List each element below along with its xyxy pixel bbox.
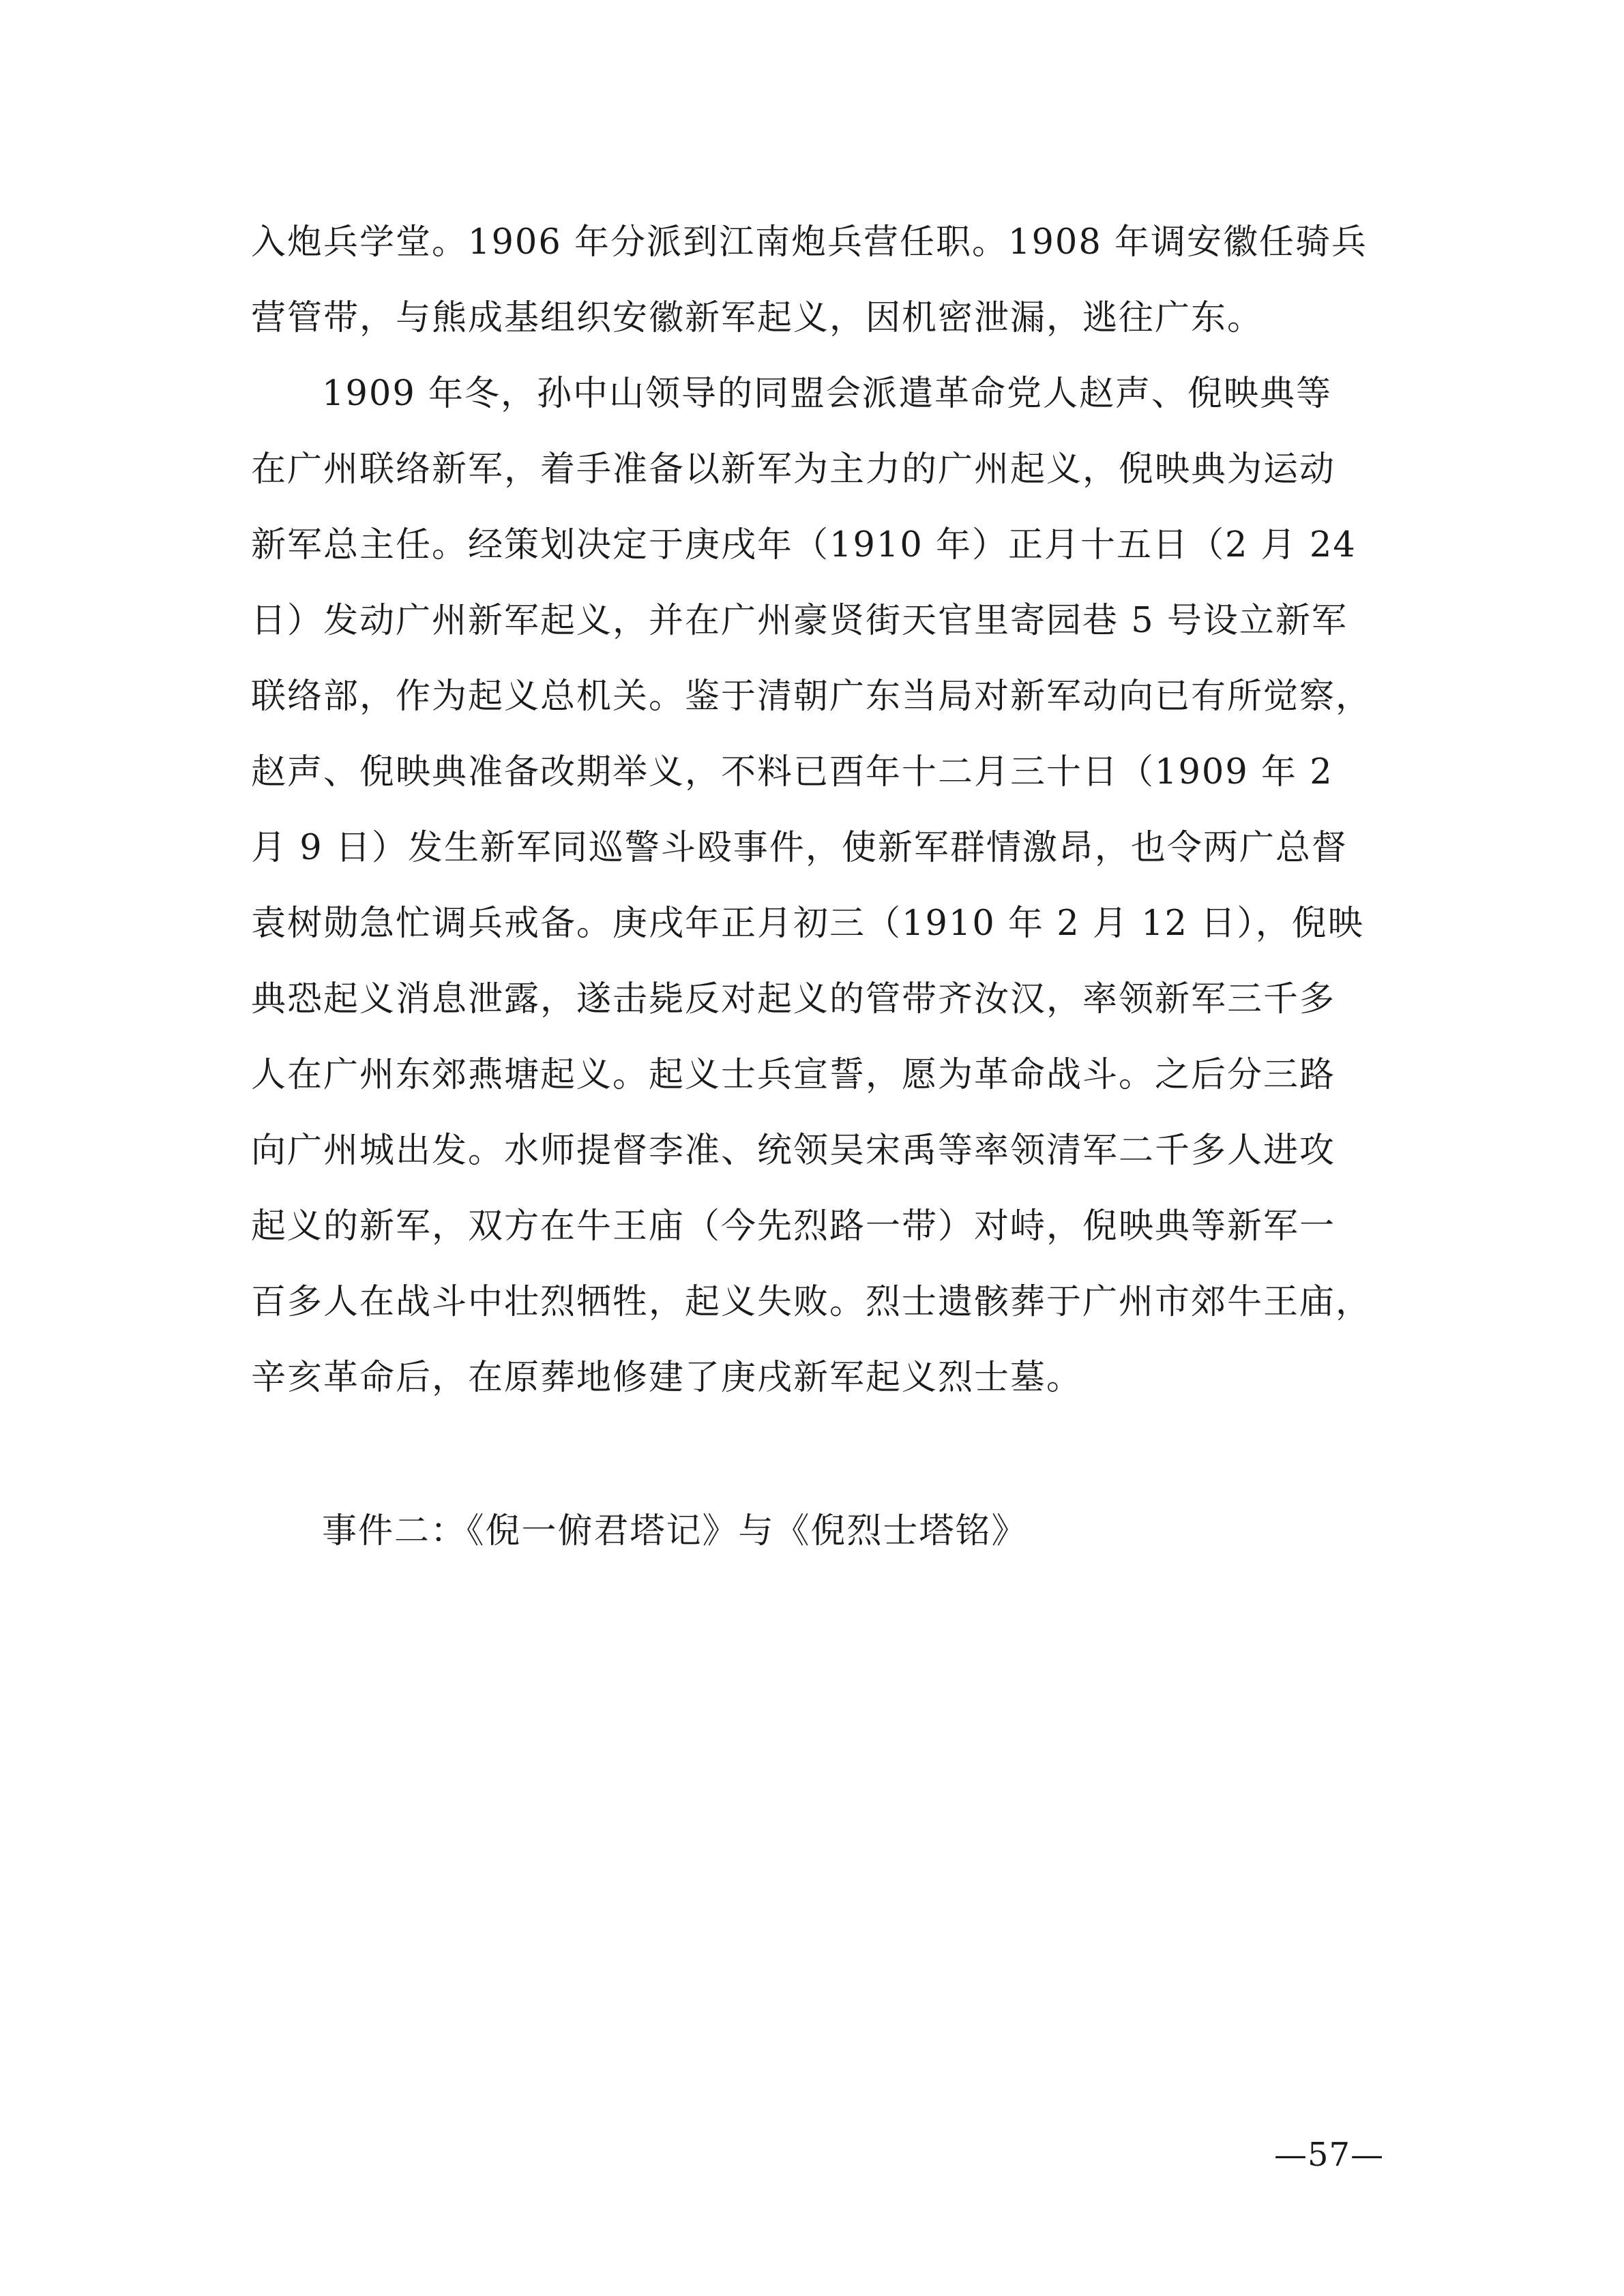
text-line: 入炮兵学堂。1906 年分派到江南炮兵营任职。1908 年调安徽任骑兵 [251, 222, 1368, 263]
body-text [251, 205, 1383, 1416]
text-line: 起义的新军，双方在牛王庙（今先烈路一带）对峙，倪映典等新军一 [251, 1206, 1336, 1247]
text-line: 日）发动广州新军起义，并在广州豪贤街天官里寄园巷 5 号设立新军 [251, 601, 1348, 641]
text-line: 联络部，作为起义总机关。鉴于清朝广东当局对新军动向已有所觉察， [251, 676, 1372, 717]
page-number: —57— [1274, 2136, 1385, 2174]
text-line: 新军总主任。经策划决定于庚戌年（1910 年）正月十五日（2 月 24 [251, 525, 1357, 565]
text-line: 赵声、倪映典准备改期举义，不料已酉年十二月三十日（1909 年 2 [251, 752, 1333, 792]
text-line: 向广州城出发。水师提督李准、统领吴宋禹等率领清军二千多人进攻 [251, 1131, 1336, 1171]
text-line: 月 9 日）发生新军同巡警斗殴事件，使新军群情激昂，也令两广总督 [251, 828, 1348, 868]
text-line: 营管带，与熊成基组织安徽新军起义，因机密泄漏，逃往广东。 [251, 298, 1264, 338]
text-line: 辛亥革命后，在原葬地修建了庚戌新军起义烈士墓。 [251, 1358, 1083, 1398]
text-line: 在广州联络新军，着手准备以新军为主力的广州起义，倪映典为运动 [251, 449, 1336, 490]
text-line: 典恐起义消息泄露，遂击毙反对起义的管带齐汝汉，率领新军三千多 [251, 979, 1336, 1019]
text-line: 人在广州东郊燕塘起义。起义士兵宣誓，愿为革命战斗。之后分三路 [251, 1055, 1336, 1095]
paragraph-start-line: 1909 年冬，孙中山领导的同盟会派遣革命党人赵声、倪映典等 [322, 374, 1333, 414]
text-line: 百多人在战斗中壮烈牺牲，起义失败。烈士遗骸葬于广州市郊牛王庙， [251, 1282, 1372, 1322]
text-line: 袁树勋急忙调兵戒备。庚戌年正月初三（1910 年 2 月 12 日），倪映 [251, 904, 1364, 944]
section-heading: 事件二：《倪一俯君塔记》与《倪烈士塔铭》 [322, 1511, 1028, 1551]
